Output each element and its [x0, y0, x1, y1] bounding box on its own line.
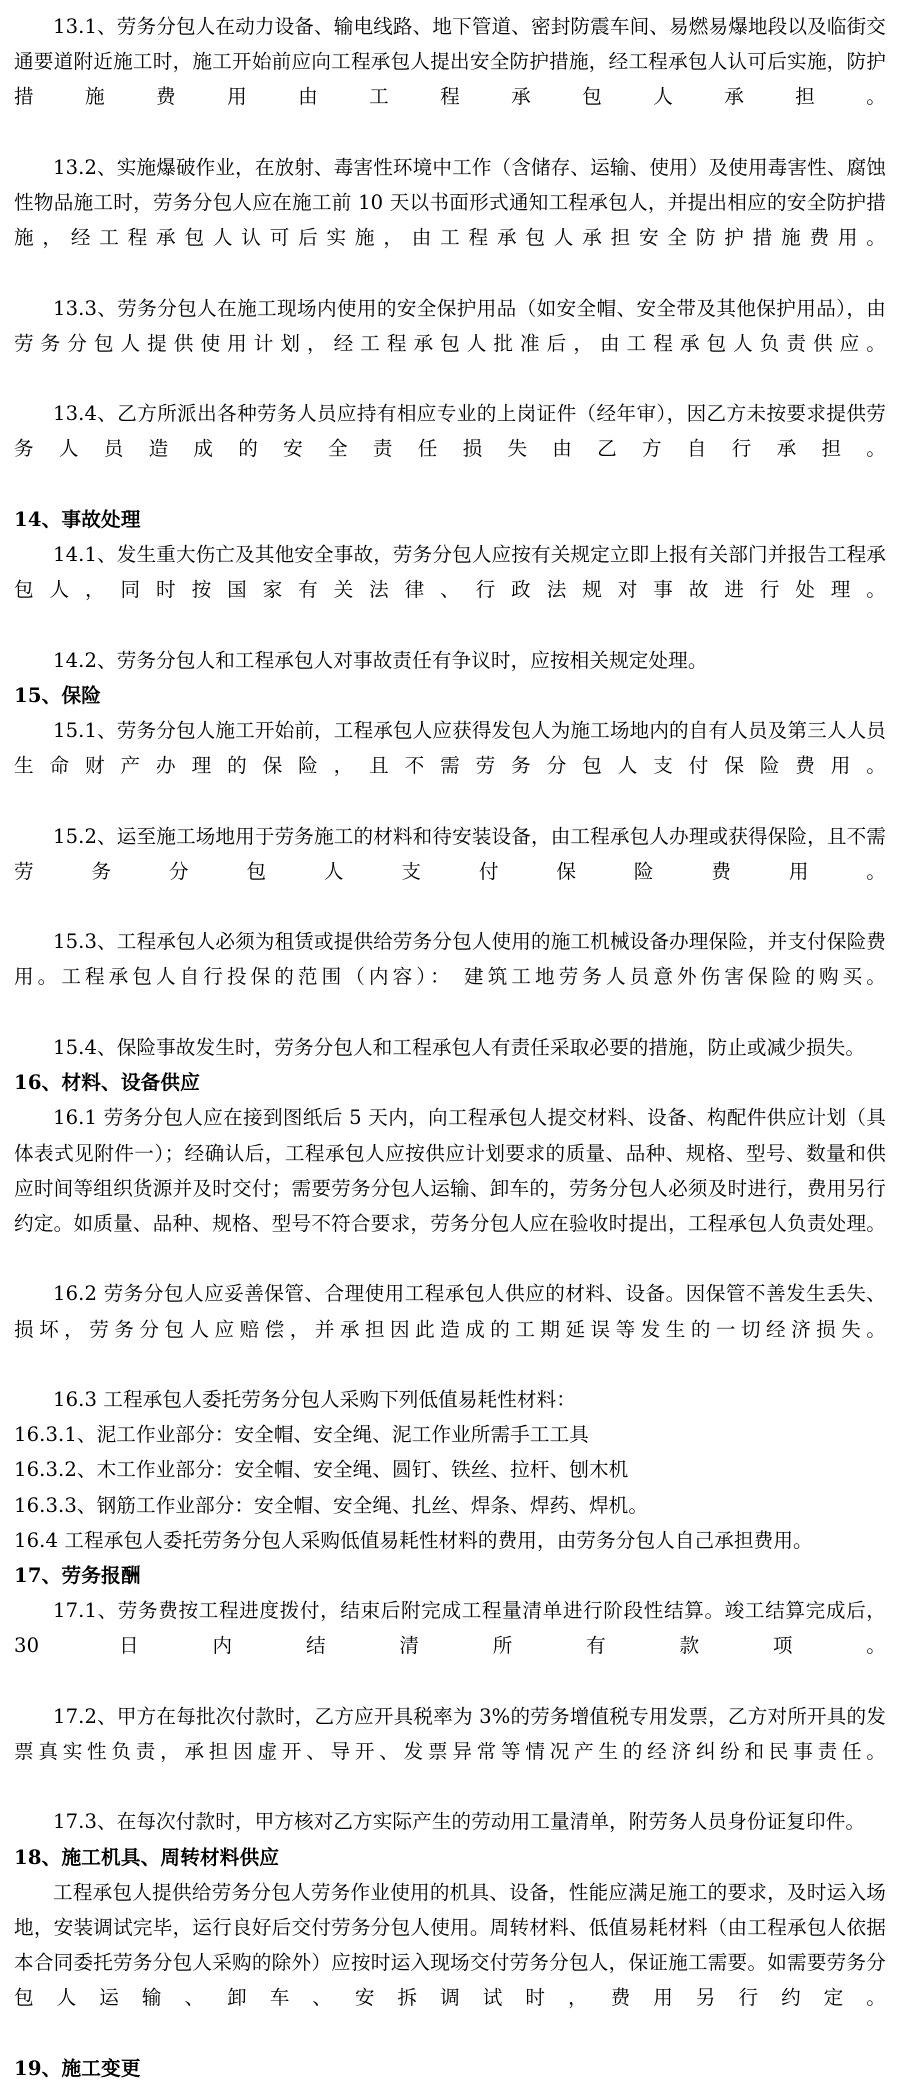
clause-15-2: 15.2、运至施工场地用于劳务施工的材料和待安装设备，由工程承包人办理或获得保险，且不需劳务分包人支付保险费用。	[14, 824, 886, 883]
clause-13-1: 13.1、劳务分包人在动力设备、输电线路、地下管道、密封防震车间、易燃易爆地段以及临街交通要道附近施工时，施工开始前应向工程承包人提出安全防护措施，经工程承包人认可后实施，防护措施费用由工程承包人承担。	[14, 15, 886, 109]
clause-16-2: 16.2 劳务分包人应妥善保管、合理使用工程承包人供应的材料、设备。因保管不善发生丢失、损坏，劳务分包人应赔偿，并承担因此造成的工期延误等发生的一切经济损失。	[14, 1282, 886, 1341]
clause-15-3: 15.3、工程承包人必须为租赁或提供给劳务分包人使用的施工机械设备办理保险，并支付保险费用。工程承包人自行投保的范围（内容）： 建筑工地劳务人员意外伤害保险的购买。	[14, 930, 886, 989]
clause-16-1: 16.1 劳务分包人应在接到图纸后 5 天内，向工程承包人提交材料、设备、构配件供应计划（具体表式见附件一）；经确认后，工程承包人应按供应计划要求的质量、品种、规格、型号、数量和供应时间等组织货源并及时交付；需要劳务分包人运输、卸车的，劳务分包人必须及时进行，费用另行约定。如质量、品种、规格、型号不符合要求，劳务分包人应在验收时提出，工程承包人负责处理。	[14, 1106, 886, 1235]
clause-16-3-2: 16.3.2、木工作业部分：安全帽、安全绳、圆钉、铁丝、拉杆、刨木机	[14, 1458, 629, 1482]
section-heading-17: 17、劳务报酬	[14, 1563, 141, 1587]
clause-17-2: 17.2、甲方在每批次付款时，乙方应开具税率为 3%的劳务增值税专用发票，乙方对所开具的发票真实性负责，承担因虚开、导开、发票异常等情况产生的经济纠纷和民事责任。	[14, 1704, 886, 1763]
clause-17-1: 17.1、劳务费按工程进度拨付，结束后附完成工程量清单进行阶段性结算。竣工结算完成后，30 日内结清所有款项。	[14, 1599, 886, 1658]
section-heading-16: 16、材料、设备供应	[14, 1071, 201, 1095]
section-heading-14: 14、事故处理	[14, 507, 141, 531]
clause-13-2: 13.2、实施爆破作业，在放射、毒害性环境中工作（含储存、运输、使用）及使用毒害性、腐蚀性物品施工时，劳务分包人应在施工前 10 天以书面形式通知工程承包人，并提出相应的安全防护措施，经工程承包人认可后实施，由工程承包人承担安全防护措施费用。	[14, 155, 886, 250]
section-heading-15: 15、保险	[14, 683, 102, 707]
clause-15-4: 15.4、保险事故发生时，劳务分包人和工程承包人有责任采取必要的措施，防止或减少损失。	[53, 1035, 866, 1059]
document-body	[14, 9, 886, 2086]
section-heading-19: 19、施工变更	[14, 2056, 141, 2080]
section-heading-18: 18、施工机具、周转材料供应	[14, 1845, 280, 1869]
clause-15-1: 15.1、劳务分包人施工开始前，工程承包人应获得发包人为施工场地内的自有人员及第三人人员生命财产办理的保险，且不需劳务分包人支付保险费用。	[14, 719, 886, 778]
clause-13-3: 13.3、劳务分包人在施工现场内使用的安全保护用品（如安全帽、安全带及其他保护用品），由劳务分包人提供使用计划，经工程承包人批准后，由工程承包人负责供应。	[14, 296, 886, 355]
clause-18-body: 工程承包人提供给劳务分包人劳务作业使用的机具、设备，性能应满足施工的要求，及时运入场地，安装调试完毕，运行良好后交付劳务分包人使用。周转材料、低值易耗材料（由工程承包人依据本合同委托劳务分包人采购的除外）应按时运入现场交付劳务分包人，保证施工需要。如需要劳务分包人运输、卸车、安拆调试时，费用另行约定。	[14, 1880, 886, 2010]
clause-13-4: 13.4、乙方所派出各种劳务人员应持有相应专业的上岗证件（经年审），因乙方未按要求提供劳务人员造成的安全责任损失由乙方自行承担。	[14, 402, 886, 461]
clause-14-2: 14.2、劳务分包人和工程承包人对事故责任有争议时，应按相关规定处理。	[53, 648, 708, 672]
clause-14-1: 14.1、发生重大伤亡及其他安全事故，劳务分包人应按有关规定立即上报有关部门并报告工程承包人，同时按国家有关法律、行政法规对事故进行处理。	[14, 543, 886, 602]
clause-16-3-1: 16.3.1、泥工作业部分：安全帽、安全绳、泥工作业所需手工工具	[14, 1423, 589, 1447]
clause-16-3-3: 16.3.3、钢筋工作业部分：安全帽、安全绳、扎丝、焊条、焊药、焊机。	[14, 1493, 649, 1517]
clause-16-4: 16.4 工程承包人委托劳务分包人采购低值易耗性材料的费用，由劳务分包人自己承担费用。	[14, 1528, 813, 1552]
clause-17-3: 17.3、在每次付款时，甲方核对乙方实际产生的劳动用工量清单，附劳务人员身份证复印件。	[53, 1810, 866, 1834]
clause-16-3: 16.3 工程承包人委托劳务分包人采购下列低值易耗性材料：	[53, 1387, 577, 1411]
